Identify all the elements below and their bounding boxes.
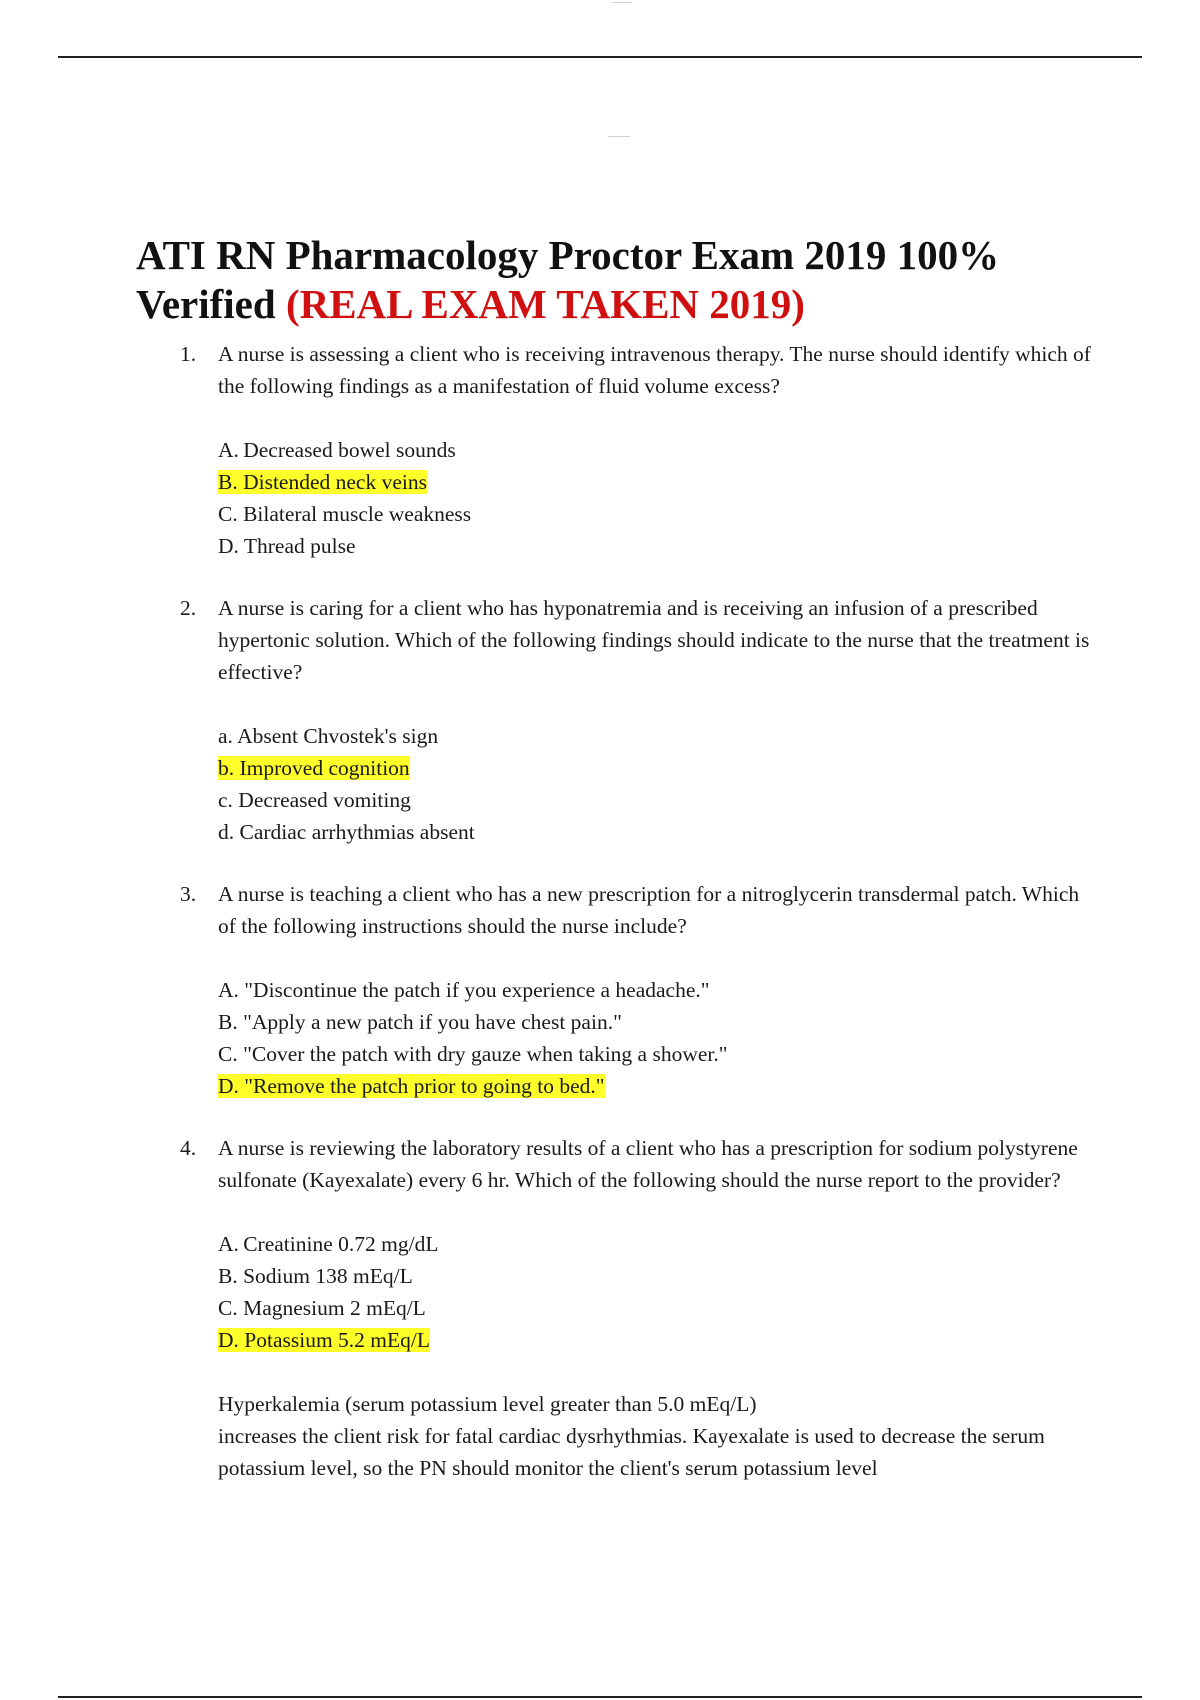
option-a [218,434,1100,466]
option-text: C. "Cover the patch with dry gauze when taking a shower." [218,1042,728,1066]
option-text: C. Bilateral muscle weakness [218,502,472,526]
option-b-correct [218,466,1100,498]
option-c [218,498,1100,530]
title-red-note: (REAL EXAM TAKEN 2019) [285,281,805,327]
option-text: d. Cardiac arrhythmias absent [218,820,475,844]
option-text: B. Sodium 138 mEq/L [218,1264,413,1288]
option-b [218,1006,1100,1038]
option-text: A. "Discontinue the patch if you experience a headache." [218,978,710,1002]
header-mark-small [608,136,630,137]
option-text: c. Decreased vomiting [218,788,411,812]
header-mark [612,2,632,3]
option-text: D. Thread pulse [218,534,356,558]
option-c [218,1292,1100,1324]
explanation-line: Hyperkalemia (serum potassium level greater than 5.0 mEq/L) [218,1392,757,1416]
option-text: D. Potassium 5.2 mEq/L [218,1328,431,1352]
question-text: A nurse is assessing a client who is receiving intravenous therapy. The nurse should identify which of the following findings as a manifestation of fluid volume excess? [218,342,1091,398]
option-a [218,974,1100,1006]
option-list [218,434,1100,562]
question-number: 3. [180,882,197,906]
explanation-line: increases the client risk for fatal cardiac dysrhythmias. Kayexalate is used to decrease the serum potassium level, so the PN should monitor the client's serum potassium level [218,1424,1045,1480]
option-a [218,720,1100,752]
option-text: D. "Remove the patch prior to going to bed." [218,1074,605,1098]
option-list [218,720,1100,848]
option-c [218,784,1100,816]
option-b [218,1260,1100,1292]
question-2 [180,592,1100,848]
option-text: B. Distended neck veins [218,470,427,494]
option-text: A. Creatinine 0.72 mg/dL [218,1232,439,1256]
document-title [136,231,1146,329]
option-d-correct [218,1070,1100,1102]
question-text: A nurse is teaching a client who has a new prescription for a nitroglycerin transdermal patch. Which of the following instructions should the nurse include? [218,882,1080,938]
option-d [218,816,1100,848]
question-number: 2. [180,596,197,620]
question-1 [180,338,1100,562]
option-a [218,1228,1100,1260]
question-number: 4. [180,1136,197,1160]
answer-explanation [218,1388,1100,1484]
option-text: b. Improved cognition [218,756,410,780]
top-divider [58,56,1142,58]
option-text: A. Decreased bowel sounds [218,438,456,462]
question-text: A nurse is reviewing the laboratory results of a client who has a prescription for sodium polystyrene sulfonate (Kayexalate) every 6 hr. Which of the following should the nurse report to the provider? [218,1136,1078,1192]
question-number: 1. [180,342,197,366]
option-text: C. Magnesium 2 mEq/L [218,1296,426,1320]
option-text: B. "Apply a new patch if you have chest pain." [218,1010,622,1034]
title-main: ATI RN Pharmacology Proctor Exam 2019 100% Verified [136,232,1000,327]
question-3 [180,878,1100,1102]
question-list [180,338,1100,1514]
bottom-divider [58,1696,1142,1698]
question-4 [180,1132,1100,1484]
option-text: a. Absent Chvostek's sign [218,724,439,748]
option-d-correct [218,1324,1100,1356]
option-c [218,1038,1100,1070]
option-list [218,1228,1100,1356]
option-d [218,530,1100,562]
option-b-correct [218,752,1100,784]
option-list [218,974,1100,1102]
question-text: A nurse is caring for a client who has hyponatremia and is receiving an infusion of a prescribed hypertonic solution. Which of the following findings should indicate to the nurse that the treatment is effective? [218,596,1090,684]
